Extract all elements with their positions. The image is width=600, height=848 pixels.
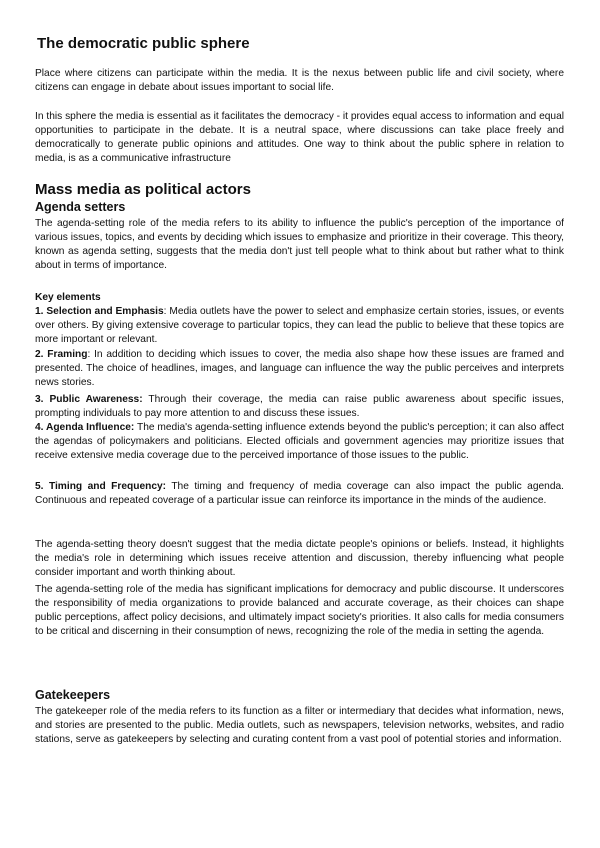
key-element-5-label: 5. Timing and Frequency: (35, 481, 167, 492)
page-title: The democratic public sphere (37, 35, 250, 52)
key-element-2-text: : In addition to deciding which issues to cover, the media also shape how these issues are framed and presented. The choice of headlines, images, and language can influence the way the public perceives and interprets news stories. (35, 349, 565, 389)
key-element-1-text: : Media outlets have the power to select and emphasize certain stories, issues, or events over others. By giving extensive coverage to particular topics, they can lead the public to believe that these topics are more important or relevant. (35, 306, 564, 346)
agenda-paragraph-3: The agenda-setting role of the media has significant implications for democracy and public discourse. It underscores the responsibility of media organizations to provide balanced and accurate coverage, as their choices can shape public perceptions, affect policy decisions, and ultimately impact society's priorities. It also calls for media consumers to be critical and discerning in their consumption of news, recognizing the role of the media in setting the agenda. (35, 584, 564, 638)
key-element-2 (35, 348, 564, 390)
key-element-4-text: The media's agenda-setting influence extends beyond the public's perception; it can also affect the agendas of policymakers and politicians. Elected officials and government agencies may prioritize issues that receive extensive media coverage due to the perceived importance of those issues to the public. (35, 422, 564, 462)
intro-paragraph-1: Place where citizens can participate within the media. It is the nexus between public life and civil society, where citizens can engage in debate about issues important to social life. (35, 68, 564, 94)
key-element-2-label: 2. Framing (35, 349, 88, 360)
key-element-4-label: 4. Agenda Influence: (35, 422, 135, 433)
subheading-gatekeepers: Gatekeepers (35, 688, 111, 702)
subheading-agenda-setters: Agenda setters (35, 200, 126, 214)
key-element-3-text: Through their coverage, the media can raise public awareness about specific issues, prompting individuals to pay more attention to and discuss these issues. (35, 394, 564, 420)
key-element-1 (35, 305, 564, 347)
key-element-4 (35, 421, 564, 463)
gatekeepers-paragraph-1: The gatekeeper role of the media refers to its function as a filter or intermediary that decides what information, news, and stories are presented to the public. Media outlets, such as newspapers, television networks, websites, and radio stations, serve as gatekeepers by selecting and curating content from a vast pool of potential stories and information. (35, 706, 564, 746)
key-element-1-label: 1. Selection and Emphasis (35, 306, 164, 317)
key-element-3 (35, 393, 564, 421)
section-heading-mass-media: Mass media as political actors (35, 181, 251, 198)
key-element-3-label: 3. Public Awareness: (35, 394, 143, 405)
key-elements-heading: Key elements (35, 292, 101, 303)
key-element-5-text: The timing and frequency of media coverage can also impact the public agenda. Continuous and repeated coverage of a particular issue can reinforce its importance in the minds of the audience. (35, 481, 564, 507)
agenda-paragraph-1: The agenda-setting role of the media refers to its ability to influence the public's perception of the importance of various issues, topics, and events by deciding which issues to emphasize and prioritize in their coverage. This theory, known as agenda setting, suggests that the media don't just tell people what to think about but rather what to think about in terms of importance. (35, 218, 564, 272)
key-element-5 (35, 480, 564, 508)
intro-paragraph-2: In this sphere the media is essential as it facilitates the democracy - it provides equal access to information and equal opportunities to participate in the debate. It is a neutral space, where discussions can take place freely and democratically to generate public opinions and attitudes. One way to think about the public sphere in relation to media, is as a communicative infrastructure (35, 111, 564, 165)
agenda-paragraph-2: The agenda-setting theory doesn't suggest that the media dictate people's opinions or beliefs. Instead, it highlights the media's role in determining which issues receive attention and discussion, thereby influencing what people consider important and worth thinking about. (35, 539, 564, 579)
